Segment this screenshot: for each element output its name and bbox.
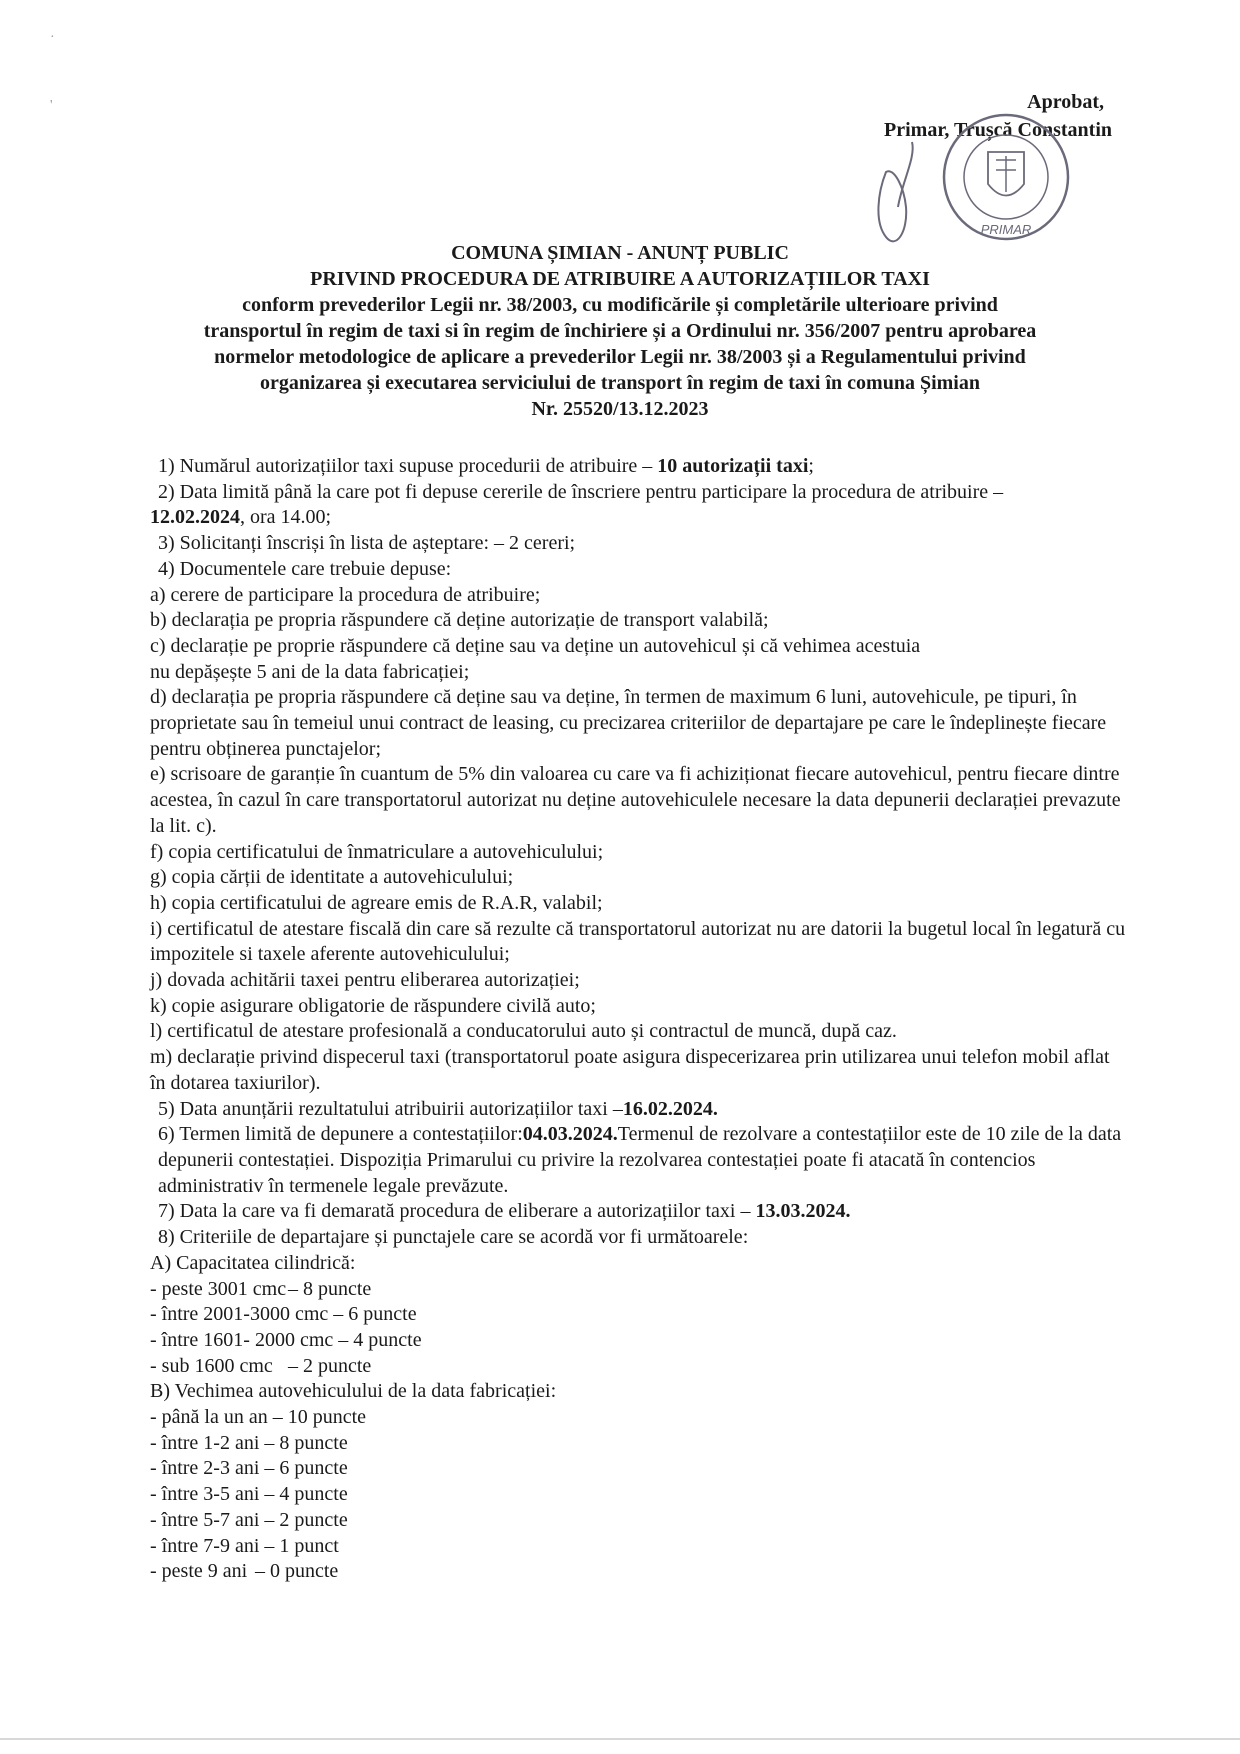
criteria-b-row: - peste 9 ani – 0 puncte <box>150 1560 339 1583</box>
item-6: 6) Termen limită de depunere a contestațiilor:04.03.2024.Termenul de rezolvare a contestațiilor este de 10 zile de la data depunerii contestației. Dispoziția Primarului cu privire la rezolvarea contestației poate fi atacată în contencios administrativ în termenele legale prevăzute. <box>158 1123 1122 1197</box>
scan-speck: · <box>50 30 55 45</box>
criteria-b-row: - între 3-5 ani – 4 puncte <box>150 1483 348 1506</box>
doc-m: m) declarație privind dispecerul taxi (transportatorul poate asigura dispecerizarea prin utilizarea unui telefon mobil aflat în dotarea taxiurilor). <box>150 1046 1110 1094</box>
criteria-a-row: - între 1601- 2000 cmc – 4 puncte <box>150 1328 422 1351</box>
criteria-a-title: A) Capacitatea cilindrică: <box>150 1251 356 1274</box>
notice-body <box>150 454 1130 1585</box>
doc-c-cont: nu depășește 5 ani de la data fabricației; <box>150 660 470 683</box>
doc-b: b) declarația pe propria răspundere că deține autorizație de transport valabilă; <box>150 609 769 632</box>
scan-edge <box>0 1738 1240 1740</box>
doc-l: l) certificatul de atestare profesională a conducatorului auto și contractul de muncă, după caz. <box>150 1020 897 1043</box>
doc-f: f) copia certificatului de înmatriculare a autovehiculului; <box>150 840 604 863</box>
item-4: 4) Documentele care trebuie depuse: <box>158 557 452 580</box>
heading-line: PRIVIND PROCEDURA DE ATRIBUIRE A AUTORIZAȚIILOR TAXI <box>310 268 930 290</box>
doc-i: i) certificatul de atestare fiscală din care să rezulte că transportatorul autorizat nu are datorii la bugetul local în legatură cu impozitele si taxele aferente autovehiculului; <box>150 917 1126 966</box>
doc-h: h) copia certificatului de agreare emis de R.A.R, valabil; <box>150 891 603 914</box>
scan-speck: ' <box>50 98 53 113</box>
heading-line: transportul în regim de taxi si în regim de închiriere și a Ordinului nr. 356/2007 pentru aprobarea <box>203 320 1037 342</box>
item-8: 8) Criteriile de departajare și punctajele care se acordă vor fi următoarele: <box>158 1226 749 1249</box>
criteria-b-row: - între 7-9 ani – 1 punct <box>150 1534 339 1557</box>
item-2: 2) Data limită până la care pot fi depuse cererile de înscriere pentru participare la procedura de atribuire – <box>158 480 1004 503</box>
criteria-b-row: - între 2-3 ani – 6 puncte <box>150 1457 348 1480</box>
heading-line: normelor metodologice de aplicare a prevederilor Legii nr. 38/2003 și a Regulamentului privind <box>214 346 1026 368</box>
doc-j: j) dovada achitării taxei pentru eliberarea autorizației; <box>150 969 580 992</box>
approval-signatory: Primar, Trușcă Constantin <box>884 119 1112 141</box>
item-5: 5) Data anunțării rezultatului atribuirii autorizațiilor taxi –16.02.2024. <box>158 1097 718 1120</box>
item-1: 1) Numărul autorizațiilor taxi supuse procedurii de atribuire – 10 autorizații taxi; <box>158 455 814 477</box>
heading-line: COMUNA ȘIMIAN - ANUNȚ PUBLIC <box>451 242 789 264</box>
item-2-deadline: 12.02.2024, ora 14.00; <box>150 506 332 529</box>
item-7: 7) Data la care va fi demarată procedura de eliberare a autorizațiilor taxi – 13.03.2024. <box>158 1200 851 1223</box>
criteria-a-row: - între 2001-3000 cmc – 6 puncte <box>150 1303 417 1326</box>
document-number: Nr. 25520/13.12.2023 <box>531 398 709 420</box>
criteria-b-row: - până la un an – 10 puncte <box>150 1406 367 1429</box>
approval-title: Aprobat, <box>1027 91 1104 113</box>
doc-e: e) scrisoare de garanție în cuantum de 5% din valoarea cu care va fi achiziționat fiecare autovehicul, pentru fiecare dintre acestea, în cazul în care transportatorul autorizat nu deține autovehiculele necesare la data depunerii declarației prevazute la lit. c). <box>150 763 1121 837</box>
criteria-a-row: - sub 1600 cmc – 2 puncte <box>150 1354 372 1377</box>
doc-k: k) copie asigurare obligatorie de răspundere civilă auto; <box>150 994 596 1017</box>
criteria-b-title: B) Vechimea autovehiculului de la data fabricației: <box>150 1380 557 1403</box>
doc-c: c) declarație pe proprie răspundere că deține sau va deține un autovehicul și că vehimea acestuia <box>150 634 921 657</box>
doc-d: d) declarația pe propria răspundere că deține sau va deține, în termen de maximum 6 luni, autovehicule, pe tipuri, în proprietate sau în temeiul unui contract de leasing, cu precizarea criteriilor de departajare pe care le îndeplinește fiecare pentru obținerea punctajelor; <box>150 686 1107 760</box>
heading-line: conform prevederilor Legii nr. 38/2003, cu modificările și completările ulterioare privind <box>242 294 998 316</box>
criteria-b-row: - între 5-7 ani – 2 puncte <box>150 1508 348 1531</box>
notice-heading <box>0 240 1240 422</box>
doc-a: a) cerere de participare la procedura de atribuire; <box>150 583 541 606</box>
heading-line: organizarea și executarea serviciului de transport în regim de taxi în comuna Șimian <box>260 372 980 394</box>
seal-text-bottom: PRIMAR <box>980 222 1032 237</box>
criteria-b-row: - între 1-2 ani – 8 puncte <box>150 1431 348 1454</box>
criteria-a-row: - peste 3001 cmc– 8 puncte <box>150 1277 372 1300</box>
doc-g: g) copia cărții de identitate a autovehiculului; <box>150 866 514 889</box>
item-3: 3) Solicitanți înscriși în lista de așteptare: – 2 cereri; <box>158 532 576 555</box>
